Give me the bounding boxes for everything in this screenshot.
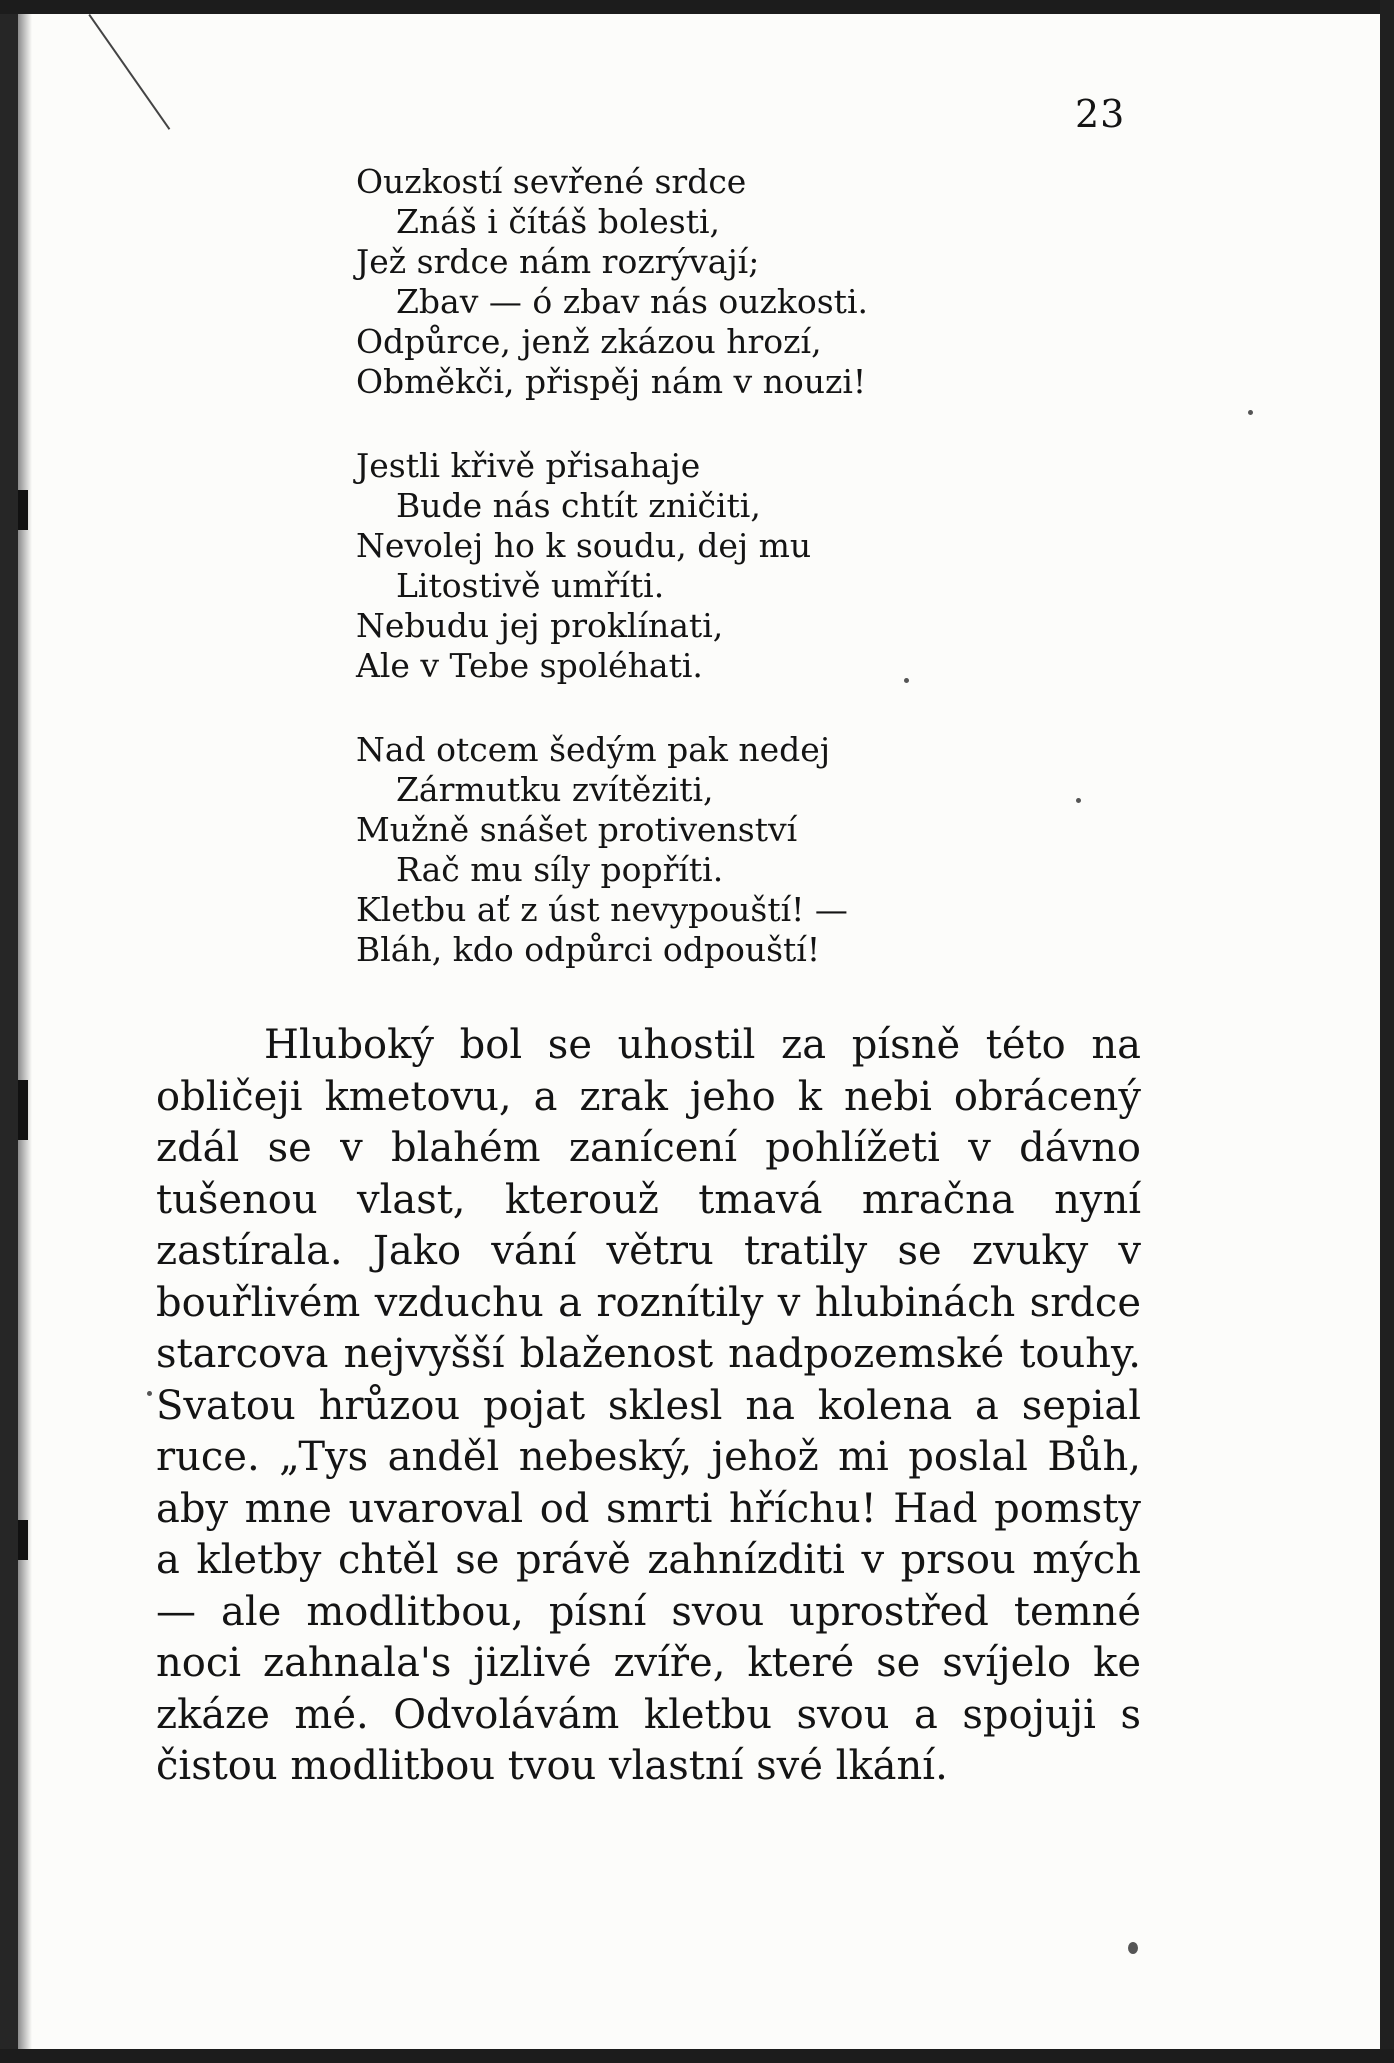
scan-top-edge bbox=[0, 0, 1394, 14]
poem-line: Jež srdce nám rozrývají; bbox=[356, 242, 760, 281]
spine-shadow bbox=[18, 0, 32, 2063]
poem-line: Ouzkostí sevřené srdce bbox=[356, 162, 747, 201]
corner-scratch bbox=[88, 14, 170, 130]
scan-right-edge bbox=[1380, 0, 1394, 2063]
paper-speck bbox=[1128, 1942, 1138, 1954]
poem bbox=[356, 162, 1216, 1014]
poem-line: Znáš i čítáš bolesti, bbox=[396, 202, 721, 241]
page-number: 23 bbox=[1075, 92, 1126, 136]
poem-stanza bbox=[356, 730, 1216, 970]
spine-mark bbox=[18, 1520, 28, 1560]
poem-line: Jestli křivě přisahaje bbox=[356, 446, 701, 485]
poem-line: Litostivě umříti. bbox=[396, 566, 665, 605]
poem-line: Zármutku zvítěziti, bbox=[396, 770, 714, 809]
prose-paragraph: Hluboký bol se uhostil za písně této na obličeji kmetovu, a zrak jeho k nebi obrácený zdál se v blahém zanícení pohlížeti v dávno tušenou vlast, kterouž tmavá mračna nyní zastírala. Jako vání větru tratily se zvuky v bouřlivém vzduchu a roznítily v hlubinách srdce starcova nejvyšší blaženost nadpozemské touhy. Svatou hrůzou pojat sklesl na kolena a sepial ruce. „Tys anděl nebeský, jehož mi poslal Bůh, aby mne uvaroval od smrti hříchu! Had pomsty a kletby chtěl se právě zahnízditi v prsou mých — ale modlitbou, písní svou uprostřed temné noci zahnala's jizlivé zvíře, které se svíjelo ke zkáze mé. Odvolávám kletbu svou a spojuji s čistou modlitbou tvou vlastní své lkání. bbox=[156, 1022, 1141, 1789]
poem-line: Nebudu jej proklínati, bbox=[356, 606, 724, 645]
spine-mark bbox=[18, 490, 28, 530]
poem-line: Bláh, kdo odpůrci odpouští! bbox=[356, 930, 821, 969]
scan-spine-edge bbox=[0, 0, 18, 2063]
poem-line: Zbav — ó zbav nás ouzkosti. bbox=[396, 282, 868, 321]
poem-stanza bbox=[356, 446, 1216, 686]
poem-line: Bude nás chtít zničiti, bbox=[396, 486, 761, 525]
poem-stanza bbox=[356, 162, 1216, 402]
paper-speck bbox=[1248, 410, 1253, 415]
paper-speck bbox=[147, 1391, 152, 1396]
poem-line: Rač mu síly popříti. bbox=[396, 850, 724, 889]
spine-mark bbox=[18, 1080, 28, 1140]
poem-line: Obměkči, přispěj nám v nouzi! bbox=[356, 362, 867, 401]
scan-bottom-edge bbox=[0, 2049, 1394, 2063]
poem-line: Odpůrce, jenž zkázou hrozí, bbox=[356, 322, 822, 361]
poem-line: Kletbu ať z úst nevypouští! — bbox=[356, 890, 848, 929]
poem-line: Ale v Tebe spoléhati. bbox=[356, 646, 703, 685]
poem-line: Nad otcem šedým pak nedej bbox=[356, 730, 831, 769]
poem-line: Nevolej ho k soudu, dej mu bbox=[356, 526, 812, 565]
poem-line: Mužně snášet protivenství bbox=[356, 810, 798, 849]
